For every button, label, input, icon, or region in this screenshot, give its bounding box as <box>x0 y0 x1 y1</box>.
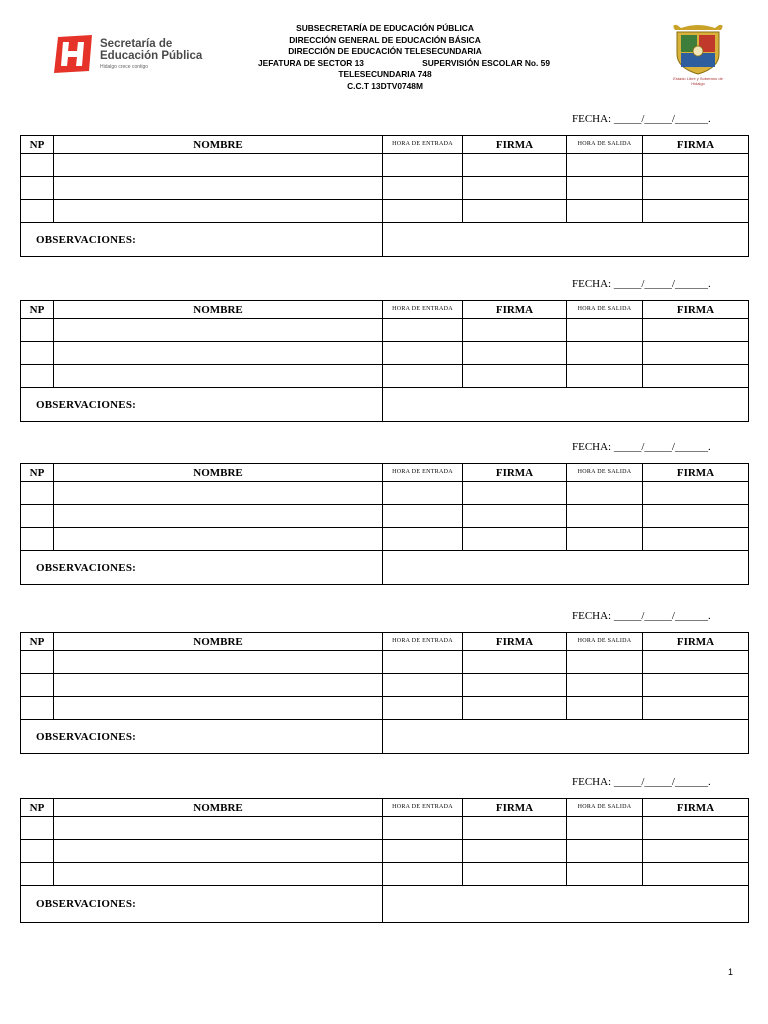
hora-salida-cell[interactable] <box>567 863 643 886</box>
np-cell[interactable] <box>21 154 54 177</box>
nombre-cell[interactable] <box>54 177 383 200</box>
observaciones-row <box>21 551 749 585</box>
hora-entrada-cell[interactable] <box>383 817 463 840</box>
nombre-cell[interactable] <box>54 840 383 863</box>
nombre-cell[interactable] <box>54 365 383 388</box>
attendance-table <box>20 798 749 923</box>
np-cell[interactable] <box>21 342 54 365</box>
col-np: NP <box>21 633 54 651</box>
nombre-cell[interactable] <box>54 697 383 720</box>
col-hora-salida: HORA DE SALIDA <box>567 301 643 319</box>
jefatura-text: JEFATURA DE SECTOR 13 <box>258 57 364 68</box>
document-header <box>220 23 550 93</box>
firma-entrada-cell[interactable] <box>463 674 567 697</box>
np-cell[interactable] <box>21 200 54 223</box>
col-nombre: NOMBRE <box>54 799 383 817</box>
nombre-cell[interactable] <box>54 863 383 886</box>
nombre-cell[interactable] <box>54 651 383 674</box>
hora-entrada-cell[interactable] <box>383 154 463 177</box>
firma-entrada-cell[interactable] <box>463 154 567 177</box>
np-cell[interactable] <box>21 528 54 551</box>
table-row <box>21 651 749 674</box>
firma-salida-cell[interactable] <box>643 840 749 863</box>
table-row <box>21 342 749 365</box>
table-row <box>21 365 749 388</box>
header-line: SUBSECRETARÍA DE EDUCACIÓN PÚBLICA <box>296 23 474 33</box>
col-firma-entrada: FIRMA <box>463 799 567 817</box>
col-firma-entrada: FIRMA <box>463 633 567 651</box>
attendance-table <box>20 300 749 422</box>
hora-entrada-cell[interactable] <box>383 200 463 223</box>
table-row <box>21 817 749 840</box>
supervision-text: SUPERVISIÓN ESCOLAR No. 59 <box>422 57 550 68</box>
fecha-field[interactable]: FECHA: _____/_____/______. <box>572 441 711 453</box>
table-header-row <box>21 301 749 319</box>
fecha-field[interactable]: FECHA: _____/_____/______. <box>572 610 711 622</box>
hora-salida-cell[interactable] <box>567 177 643 200</box>
firma-salida-cell[interactable] <box>643 154 749 177</box>
np-cell[interactable] <box>21 482 54 505</box>
nombre-cell[interactable] <box>54 342 383 365</box>
firma-entrada-cell[interactable] <box>463 200 567 223</box>
table-header-row <box>21 136 749 154</box>
col-nombre: NOMBRE <box>54 633 383 651</box>
firma-salida-cell[interactable] <box>643 365 749 388</box>
firma-salida-cell[interactable] <box>643 482 749 505</box>
firma-salida-cell[interactable] <box>643 674 749 697</box>
hora-entrada-cell[interactable] <box>383 674 463 697</box>
np-cell[interactable] <box>21 840 54 863</box>
col-nombre: NOMBRE <box>54 301 383 319</box>
firma-entrada-cell[interactable] <box>463 528 567 551</box>
hora-entrada-cell[interactable] <box>383 482 463 505</box>
np-cell[interactable] <box>21 505 54 528</box>
np-cell[interactable] <box>21 697 54 720</box>
hora-entrada-cell[interactable] <box>383 840 463 863</box>
col-nombre: NOMBRE <box>54 464 383 482</box>
observaciones-field[interactable] <box>383 223 749 257</box>
logo-text-line1: Secretaría de <box>100 38 173 50</box>
firma-salida-cell[interactable] <box>643 863 749 886</box>
hora-salida-cell[interactable] <box>567 154 643 177</box>
table-row <box>21 505 749 528</box>
hora-salida-cell[interactable] <box>567 482 643 505</box>
hora-salida-cell[interactable] <box>567 342 643 365</box>
table-row <box>21 863 749 886</box>
nombre-cell[interactable] <box>54 200 383 223</box>
sep-hidalgo-logo <box>52 33 203 75</box>
observaciones-label: OBSERVACIONES: <box>36 898 137 910</box>
table-header-row <box>21 799 749 817</box>
np-cell[interactable] <box>21 177 54 200</box>
firma-entrada-cell[interactable] <box>463 651 567 674</box>
hora-entrada-cell[interactable] <box>383 863 463 886</box>
col-np: NP <box>21 799 54 817</box>
col-nombre: NOMBRE <box>54 136 383 154</box>
firma-salida-cell[interactable] <box>643 817 749 840</box>
cct-code: C.C.T 13DTV0748M <box>347 80 423 91</box>
np-cell[interactable] <box>21 674 54 697</box>
header-line: DIRECCIÓN DE EDUCACIÓN TELESECUNDARIA <box>288 46 482 57</box>
firma-salida-cell[interactable] <box>643 319 749 342</box>
observaciones-label: OBSERVACIONES: <box>36 398 137 411</box>
nombre-cell[interactable] <box>54 817 383 840</box>
np-cell[interactable] <box>21 319 54 342</box>
table-row <box>21 840 749 863</box>
hora-salida-cell[interactable] <box>567 817 643 840</box>
col-firma-entrada: FIRMA <box>463 301 567 319</box>
hora-salida-cell[interactable] <box>567 319 643 342</box>
np-cell[interactable] <box>21 817 54 840</box>
col-firma-entrada: FIRMA <box>463 136 567 154</box>
firma-entrada-cell[interactable] <box>463 863 567 886</box>
np-cell[interactable] <box>21 365 54 388</box>
firma-entrada-cell[interactable] <box>463 342 567 365</box>
header-line: DIRECCIÓN GENERAL DE EDUCACIÓN BÁSICA <box>289 34 481 45</box>
observaciones-field[interactable] <box>383 388 749 422</box>
observaciones-row <box>21 388 749 422</box>
firma-entrada-cell[interactable] <box>463 505 567 528</box>
col-np: NP <box>21 301 54 319</box>
table-row <box>21 200 749 223</box>
hora-salida-cell[interactable] <box>567 365 643 388</box>
fecha-field[interactable]: FECHA: _____/_____/______. <box>572 776 711 788</box>
col-hora-salida: HORA DE SALIDA <box>567 799 643 817</box>
firma-salida-cell[interactable] <box>643 651 749 674</box>
table-row <box>21 154 749 177</box>
school-name: TELESECUNDARIA 748 <box>338 69 432 80</box>
hora-entrada-cell[interactable] <box>383 319 463 342</box>
nombre-cell[interactable] <box>54 154 383 177</box>
attendance-table <box>20 463 749 585</box>
logo-text-line2: Educación Pública <box>100 50 203 62</box>
col-hora-salida: HORA DE SALIDA <box>567 464 643 482</box>
hora-entrada-cell[interactable] <box>383 697 463 720</box>
hora-entrada-cell[interactable] <box>383 177 463 200</box>
col-firma-salida: FIRMA <box>643 633 749 651</box>
hidalgo-coat-of-arms <box>667 20 729 88</box>
col-np: NP <box>21 464 54 482</box>
hora-salida-cell[interactable] <box>567 651 643 674</box>
firma-entrada-cell[interactable] <box>463 365 567 388</box>
nombre-cell[interactable] <box>54 505 383 528</box>
header-sector-row <box>220 58 550 70</box>
firma-salida-cell[interactable] <box>643 342 749 365</box>
nombre-cell[interactable] <box>54 528 383 551</box>
observaciones-field[interactable] <box>383 886 749 923</box>
table-row <box>21 482 749 505</box>
fecha-field[interactable]: FECHA: _____/_____/______. <box>572 113 711 125</box>
observaciones-field[interactable] <box>383 720 749 754</box>
hora-salida-cell[interactable] <box>567 528 643 551</box>
page-number: 1 <box>728 967 734 977</box>
col-hora-entrada: HORA DE ENTRADA <box>383 799 463 817</box>
col-hora-salida: HORA DE SALIDA <box>567 136 643 154</box>
hora-entrada-cell[interactable] <box>383 528 463 551</box>
col-firma-salida: FIRMA <box>643 301 749 319</box>
hora-salida-cell[interactable] <box>567 840 643 863</box>
firma-entrada-cell[interactable] <box>463 319 567 342</box>
firma-salida-cell[interactable] <box>643 200 749 223</box>
firma-salida-cell[interactable] <box>643 505 749 528</box>
nombre-cell[interactable] <box>54 482 383 505</box>
observaciones-label: OBSERVACIONES: <box>36 561 137 574</box>
table-row <box>21 528 749 551</box>
observaciones-field[interactable] <box>383 551 749 585</box>
hora-salida-cell[interactable] <box>567 200 643 223</box>
fecha-field[interactable]: FECHA: _____/_____/______. <box>572 278 711 290</box>
col-hora-entrada: HORA DE ENTRADA <box>383 633 463 651</box>
firma-entrada-cell[interactable] <box>463 840 567 863</box>
hora-salida-cell[interactable] <box>567 697 643 720</box>
table-header-row <box>21 633 749 651</box>
col-hora-salida: HORA DE SALIDA <box>567 633 643 651</box>
observaciones-label: OBSERVACIONES: <box>36 233 137 246</box>
table-row <box>21 177 749 200</box>
observaciones-row <box>21 720 749 754</box>
hora-entrada-cell[interactable] <box>383 505 463 528</box>
firma-salida-cell[interactable] <box>643 528 749 551</box>
np-cell[interactable] <box>21 651 54 674</box>
firma-entrada-cell[interactable] <box>463 482 567 505</box>
firma-entrada-cell[interactable] <box>463 817 567 840</box>
col-hora-entrada: HORA DE ENTRADA <box>383 136 463 154</box>
hora-salida-cell[interactable] <box>567 505 643 528</box>
nombre-cell[interactable] <box>54 674 383 697</box>
np-cell[interactable] <box>21 863 54 886</box>
firma-salida-cell[interactable] <box>643 177 749 200</box>
observaciones-row <box>21 223 749 257</box>
hora-entrada-cell[interactable] <box>383 651 463 674</box>
firma-entrada-cell[interactable] <box>463 697 567 720</box>
col-firma-entrada: FIRMA <box>463 464 567 482</box>
firma-salida-cell[interactable] <box>643 697 749 720</box>
hora-salida-cell[interactable] <box>567 674 643 697</box>
table-row <box>21 697 749 720</box>
attendance-table <box>20 135 749 257</box>
col-firma-salida: FIRMA <box>643 464 749 482</box>
col-firma-salida: FIRMA <box>643 799 749 817</box>
col-np: NP <box>21 136 54 154</box>
hidalgo-h-icon <box>52 35 94 73</box>
logo-tagline: Hidalgo crece contigo <box>100 64 149 70</box>
observaciones-row <box>21 886 749 923</box>
table-row <box>21 319 749 342</box>
coat-of-arms-caption: Estado Libre y Soberano de Hidalgo <box>673 76 723 86</box>
table-row <box>21 674 749 697</box>
hora-entrada-cell[interactable] <box>383 365 463 388</box>
table-header-row <box>21 464 749 482</box>
col-hora-entrada: HORA DE ENTRADA <box>383 464 463 482</box>
hidalgo-coat-of-arms-icon <box>667 20 729 76</box>
firma-entrada-cell[interactable] <box>463 177 567 200</box>
nombre-cell[interactable] <box>54 319 383 342</box>
hora-entrada-cell[interactable] <box>383 342 463 365</box>
col-hora-entrada: HORA DE ENTRADA <box>383 301 463 319</box>
attendance-table <box>20 632 749 754</box>
observaciones-label: OBSERVACIONES: <box>36 730 137 743</box>
col-firma-salida: FIRMA <box>643 136 749 154</box>
